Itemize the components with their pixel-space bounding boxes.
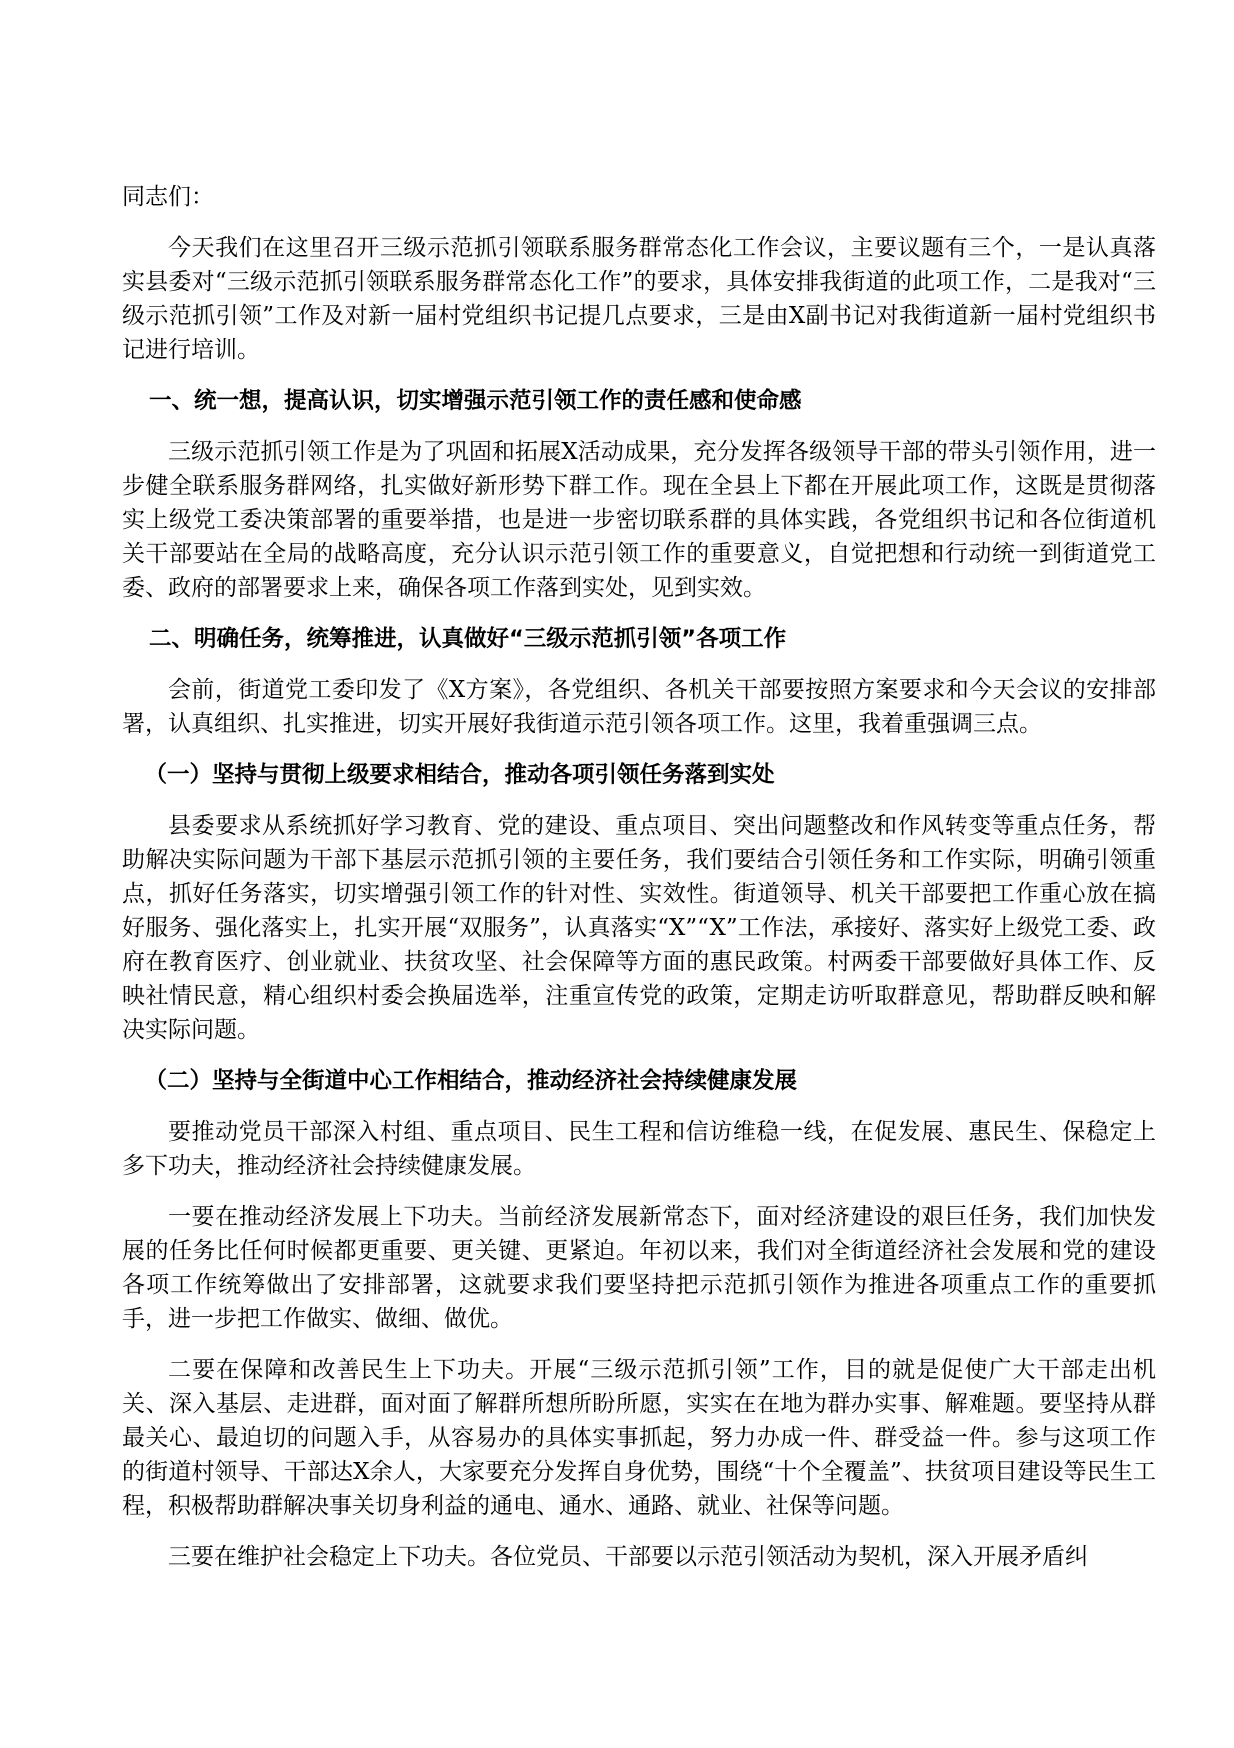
body-paragraph: 三级示范抓引领工作是为了巩固和拓展X活动成果，充分发挥各级领导干部的带头引领作用，进一步健全联系服务群网络，扎实做好新形势下群工作。现在全县上下都在开展此项工作，这既是贯彻落实上级党工委决策部署的重要举措，也是进一步密切联系群的具体实践，各党组织书记和各位街道机关干部要站在全局的战略高度，充分认识示范引领工作的重要意义，自觉把想和行动统一到街道党工委、政府的部署要求上来，确保各项工作落到实处，见到实效。 bbox=[122, 439, 1156, 601]
section-heading: 二、明确任务，统筹推进，认真做好“三级示范抓引领”各项工作 bbox=[149, 626, 787, 652]
body-paragraph: 二要在保障和改善民生上下功夫。开展“三级示范抓引领”工作，目的就是促使广大干部走出机关、深入基层、走进群，面对面了解群所想所盼所愿，实实在在地为群办实事、解难题。要坚持从群最关心、最迫切的问题入手，从容易办的具体实事抓起，努力办成一件、群受益一件。参与这项工作的街道村领导、干部达X余人，大家要充分发挥自身优势，围绕“十个全覆盖”、扶贫项目建设等民生工程，积极帮助群解决事关切身利益的通电、通水、通路、就业、社保等问题。 bbox=[122, 1357, 1156, 1519]
section-heading: 一、统一想，提高认识，切实增强示范引领工作的责任感和使命感 bbox=[149, 388, 802, 414]
body-paragraph: 今天我们在这里召开三级示范抓引领联系服务群常态化工作会议，主要议题有三个，一是认真落实县委对“三级示范抓引领联系服务群常态化工作”的要求，具体安排我街道的此项工作，二是我对“三级示范抓引领”工作及对新一届村党组织书记提几点要求，三是由X副书记对我街道新一届村党组织书记进行培训。 bbox=[122, 235, 1156, 363]
body-paragraph: 要推动党员干部深入村组、重点项目、民生工程和信访维稳一线，在促发展、惠民生、保稳定上多下功夫，推动经济社会持续健康发展。 bbox=[122, 1119, 1156, 1179]
document-page bbox=[122, 180, 1156, 1591]
body-paragraph: 会前，街道党工委印发了《X方案》，各党组织、各机关干部要按照方案要求和今天会议的安排部署，认真组织、扎实推进，切实开展好我街道示范引领各项工作。这里，我着重强调三点。 bbox=[122, 677, 1156, 737]
document-body bbox=[122, 231, 1156, 1574]
subsection-heading: （二）坚持与全街道中心工作相结合，推动经济社会持续健康发展 bbox=[144, 1068, 798, 1094]
body-paragraph: 一要在推动经济发展上下功夫。当前经济发展新常态下，面对经济建设的艰巨任务，我们加快发展的任务比任何时候都更重要、更关键、更紧迫。年初以来，我们对全街道经济社会发展和党的建设各项工作统筹做出了安排部署，这就要求我们要坚持把示范抓引领作为推进各项重点工作的重要抓手，进一步把工作做实、做细、做优。 bbox=[122, 1204, 1156, 1332]
salutation: 同志们： bbox=[122, 184, 214, 210]
subsection-heading: （一）坚持与贯彻上级要求相结合，推动各项引领任务落到实处 bbox=[144, 762, 775, 788]
body-paragraph: 三要在维护社会稳定上下功夫。各位党员、干部要以示范引领活动为契机，深入开展矛盾纠 bbox=[168, 1544, 1088, 1570]
body-paragraph: 县委要求从系统抓好学习教育、党的建设、重点项目、突出问题整改和作风转变等重点任务，帮助解决实际问题为干部下基层示范抓引领的主要任务，我们要结合引领任务和工作实际，明确引领重点，抓好任务落实，切实增强引领工作的针对性、实效性。街道领导、机关干部要把工作重心放在搞好服务、强化落实上，扎实开展“双服务”，认真落实“X”“X”工作法，承接好、落实好上级党工委、政府在教育医疗、创业就业、扶贫攻坚、社会保障等方面的惠民政策。村两委干部要做好具体工作、反映社情民意，精心组织村委会换届选举，注重宣传党的政策，定期走访听取群意见，帮助群反映和解决实际问题。 bbox=[122, 813, 1156, 1043]
